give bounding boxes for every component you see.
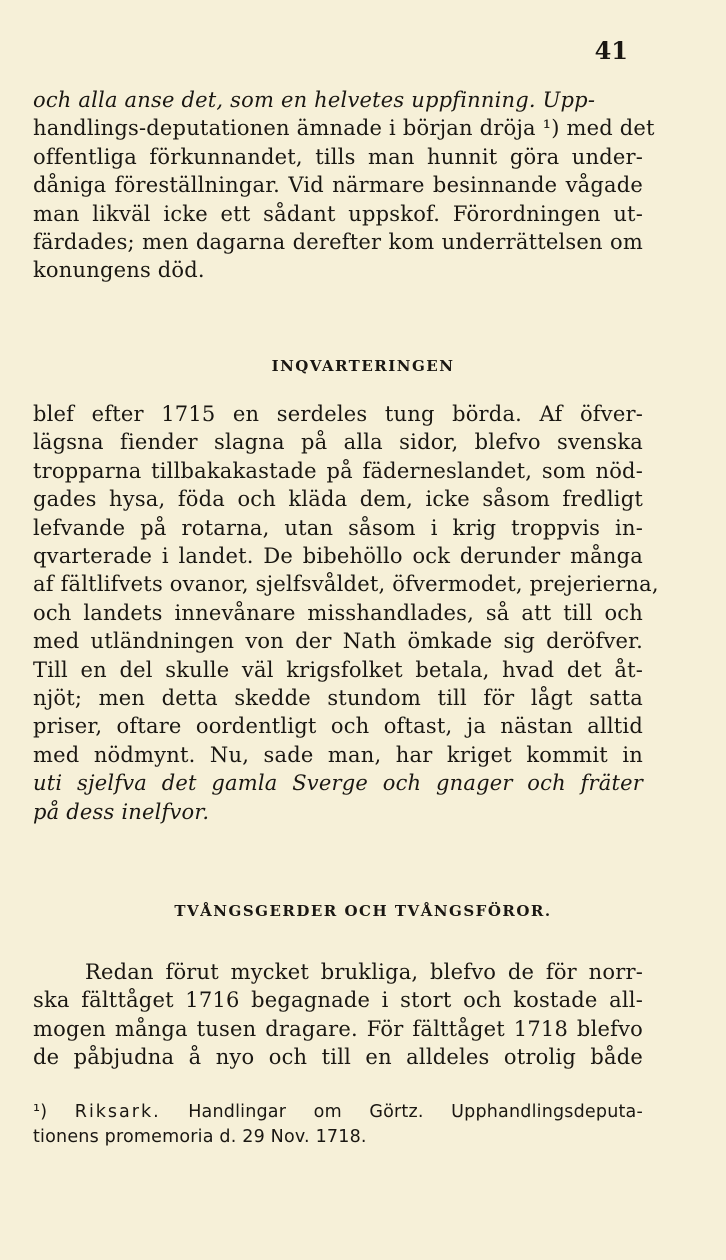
- text-line: tropparna tillbakakastade på fäderneslandet, som nöd-: [33, 458, 643, 483]
- footnote-text: Handlingar om Görtz. Upphandlingsdeputa-: [188, 1102, 643, 1122]
- footnote-line: [33, 1100, 643, 1125]
- text-line: man likväl icke ett sådant uppskof. Förordningen ut-: [33, 201, 643, 226]
- text-line: färdades; men dagarna derefter kom underrättelsen om: [33, 230, 643, 255]
- footnote-marker: ¹): [33, 1102, 48, 1122]
- text-line: gades hysa, föda och kläda dem, icke såsom fredligt: [33, 487, 643, 512]
- text-line: lägsna fiender slagna på alla sidor, blefvo svenska: [33, 430, 643, 455]
- text-line: och landets innevånare misshandlades, så att till och: [33, 600, 643, 625]
- paragraph-tvangsgerder: [33, 958, 643, 1072]
- section-heading-inqvarteringen: INQVARTERINGEN: [271, 357, 455, 375]
- text-line: offentliga förkunnandet, tills man hunnit göra under-: [33, 144, 643, 169]
- text-line: blef efter 1715 en serdeles tung börda. Af öfver-: [33, 402, 643, 426]
- text-line: qvarterade i landet. De bibehöllo ock derunder många: [33, 544, 643, 569]
- text-line: af fältlifvets ovanor, sjelfsvåldet, öfvermodet, prejerierna,: [33, 572, 659, 597]
- text-line-italic: på dess inelfvor.: [33, 799, 210, 824]
- text-line: Till en del skulle väl krigsfolket betala, hvad det åt-: [33, 657, 643, 682]
- text-line: med utländningen von der Nath ömkade sig deröfver.: [33, 629, 643, 654]
- page-number: 41: [594, 36, 628, 65]
- footnote-line: tionens promemoria d. 29 Nov. 1718.: [33, 1127, 367, 1147]
- text-line: de påbjudna å nyo och till en alldeles otrolig både: [33, 1045, 643, 1070]
- text-line: lefvande på rotarna, utan såsom i krig troppvis in-: [33, 515, 643, 540]
- footnote: [33, 1100, 643, 1150]
- text-line-italic: och alla anse det, som en helvetes uppfinning. Upp-: [33, 88, 596, 112]
- paragraph-intro: [33, 86, 655, 285]
- text-line: med nödmynt. Nu, sade man, har kriget kommit in: [33, 742, 643, 767]
- text-line: priser, oftare oordentligt och oftast, ja nästan alltid: [33, 714, 643, 739]
- text-line: konungens död.: [33, 258, 205, 283]
- text-line: njöt; men detta skedde stundom till för lågt satta: [33, 686, 643, 711]
- text-line: ska fälttåget 1716 begagnade i stort och kostade all-: [33, 988, 643, 1013]
- footnote-source: Riksark.: [74, 1102, 161, 1122]
- text-line: mogen många tusen dragare. För fälttåget 1718 blefvo: [33, 1016, 643, 1041]
- text-line-italic: uti sjelfva det gamla Sverge och gnager och fräter: [33, 771, 643, 796]
- text-line: Redan förut mycket brukliga, blefvo de för norr-: [85, 960, 643, 984]
- paragraph-inqvarteringen: [33, 400, 659, 826]
- text-line: dåniga föreställningar. Vid närmare besinnande vågade: [33, 173, 643, 198]
- text-line: handlings-deputationen ämnade i början dröja ¹) med det: [33, 116, 655, 141]
- section-heading-tvangsgerder: TVÅNGSGERDER OCH TVÅNGSFÖROR.: [174, 902, 552, 920]
- text-line: [33, 86, 643, 114]
